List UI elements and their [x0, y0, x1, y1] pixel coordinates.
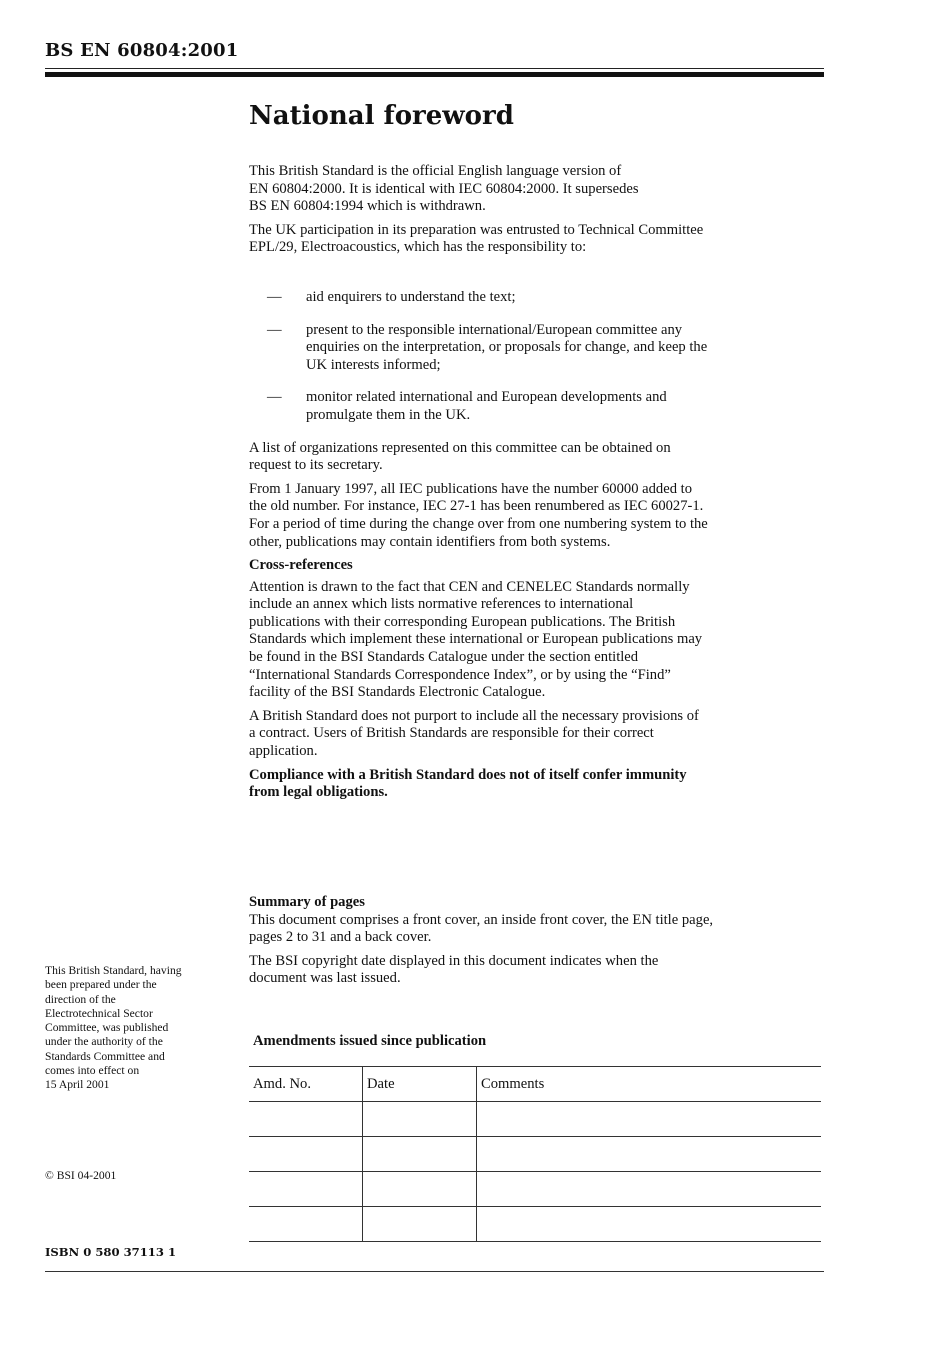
text-line: comes into effect on: [45, 1064, 140, 1078]
iec-numbering-paragraph: [249, 481, 824, 551]
text-line: request to its secretary.: [249, 457, 383, 474]
text-line: EN 60804:2000. It is identical with IEC 60804:2000. It supersedes: [249, 180, 639, 197]
text-line: Standards which implement these international or European publications may: [249, 631, 703, 648]
dash-marker: —: [267, 389, 282, 406]
header-rule-thick: [45, 72, 824, 77]
text-line: Attention is drawn to the fact that CEN and CENELEC Standards normally: [249, 578, 690, 595]
text-line: For a period of time during the change over from one numbering system to the: [249, 515, 708, 532]
committee-paragraph: [249, 440, 824, 475]
table-cell: [477, 1172, 822, 1207]
table-row: [249, 1172, 821, 1207]
text-line: include an annex which lists normative references to international: [249, 596, 634, 613]
text-line: From 1 January 1997, all IEC publications have the number 60000 added to: [249, 480, 692, 497]
footer-rule: [45, 1271, 824, 1272]
intro-paragraph-1: [249, 163, 824, 216]
text-line: be found in the BSI Standards Catalogue under the section entitled: [249, 649, 639, 666]
column-header-comments: Comments: [477, 1067, 822, 1102]
text-line: Electrotechnical Sector: [45, 1006, 153, 1020]
cross-references-heading: Cross-references: [249, 557, 353, 574]
copyright-notice: © BSI 04-2001: [45, 1169, 117, 1182]
table-cell: [249, 1172, 363, 1207]
isbn-number: ISBN 0 580 37113 1: [45, 1245, 177, 1259]
text-line: EPL/29, Electroacoustics, which has the responsibility to:: [249, 239, 587, 256]
text-line: The UK participation in its preparation was entrusted to Technical Committee: [249, 221, 704, 238]
publication-sidenote: [45, 964, 230, 1093]
table-cell: [249, 1207, 363, 1242]
text-line: present to the responsible international/European committee any: [306, 321, 683, 338]
table-cell: [363, 1207, 477, 1242]
text-line: aid enquirers to understand the text;: [306, 288, 516, 305]
text-line: direction of the: [45, 992, 116, 1006]
table-row: [249, 1102, 821, 1137]
intro-paragraph-2: [249, 222, 824, 257]
text-line: “International Standards Correspondence Index”, or by using the “Find”: [249, 666, 671, 683]
dash-marker: —: [267, 288, 282, 305]
compliance-statement: [249, 767, 824, 802]
text-line: This document comprises a front cover, an inside front cover, the EN title page,: [249, 911, 714, 928]
text-line: from legal obligations.: [249, 784, 388, 801]
list-item: [249, 322, 824, 375]
text-line: application.: [249, 743, 318, 760]
header-rule-thin: [45, 68, 824, 69]
table-cell: [477, 1102, 822, 1137]
text-line: document was last issued.: [249, 970, 401, 987]
text-line: the old number. For instance, IEC 27-1 has been renumbered as IEC 60027-1.: [249, 498, 704, 515]
table-cell: [477, 1137, 822, 1172]
text-line: Compliance with a British Standard does not of itself confer immunity: [249, 766, 687, 783]
text-line: The BSI copyright date displayed in this document indicates when the: [249, 952, 659, 969]
cross-references-paragraph-1: [249, 579, 824, 702]
text-line: promulgate them in the UK.: [306, 406, 471, 423]
list-item: [249, 389, 824, 424]
text-line: been prepared under the: [45, 978, 157, 992]
summary-paragraph-2: [249, 953, 824, 988]
table-cell: [363, 1137, 477, 1172]
table-cell: [363, 1102, 477, 1137]
responsibility-list: [249, 289, 824, 425]
text-line: A British Standard does not purport to include all the necessary provisions of: [249, 707, 699, 724]
summary-paragraph-1: [249, 912, 824, 947]
table-header-row: [249, 1067, 821, 1102]
text-line: facility of the BSI Standards Electronic Catalogue.: [249, 684, 546, 701]
summary-heading: Summary of pages: [249, 894, 365, 910]
table-cell: [249, 1137, 363, 1172]
document-code: BS EN 60804:2001: [45, 40, 239, 61]
amendments-title: Amendments issued since publication: [253, 1033, 487, 1049]
text-line: BS EN 60804:1994 which is withdrawn.: [249, 198, 486, 215]
table-row: [249, 1137, 821, 1172]
table-cell: [249, 1102, 363, 1137]
table-cell: [363, 1172, 477, 1207]
text-line: monitor related international and European developments and: [306, 389, 667, 406]
text-line: pages 2 to 31 and a back cover.: [249, 929, 432, 946]
column-header-date: Date: [363, 1067, 477, 1102]
text-line: enquiries on the interpretation, or proposals for change, and keep the: [306, 339, 708, 356]
summary-of-pages: [249, 894, 824, 994]
text-line: Standards Committee and: [45, 1049, 165, 1063]
text-line: under the authority of the: [45, 1035, 163, 1049]
amendments-table: [249, 1066, 821, 1242]
table-row: [249, 1207, 821, 1242]
text-line: This British Standard is the official English language version of: [249, 163, 622, 179]
dash-marker: —: [267, 321, 282, 338]
page-title: National foreword: [249, 101, 514, 131]
cross-references-paragraph-2: [249, 708, 824, 761]
foreword-body: [249, 163, 824, 808]
text-line: This British Standard, having: [45, 964, 182, 977]
text-line: Committee, was published: [45, 1021, 169, 1035]
list-item: [249, 289, 824, 307]
text-line: other, publications may contain identifiers from both systems.: [249, 533, 611, 550]
text-line: UK interests informed;: [306, 356, 441, 373]
text-line: A list of organizations represented on this committee can be obtained on: [249, 439, 671, 456]
text-line: publications with their corresponding European publications. The British: [249, 613, 676, 630]
text-line: a contract. Users of British Standards are responsible for their correct: [249, 725, 654, 742]
text-line: 15 April 2001: [45, 1078, 110, 1092]
column-header-amd-no: Amd. No.: [249, 1067, 363, 1102]
table-cell: [477, 1207, 822, 1242]
